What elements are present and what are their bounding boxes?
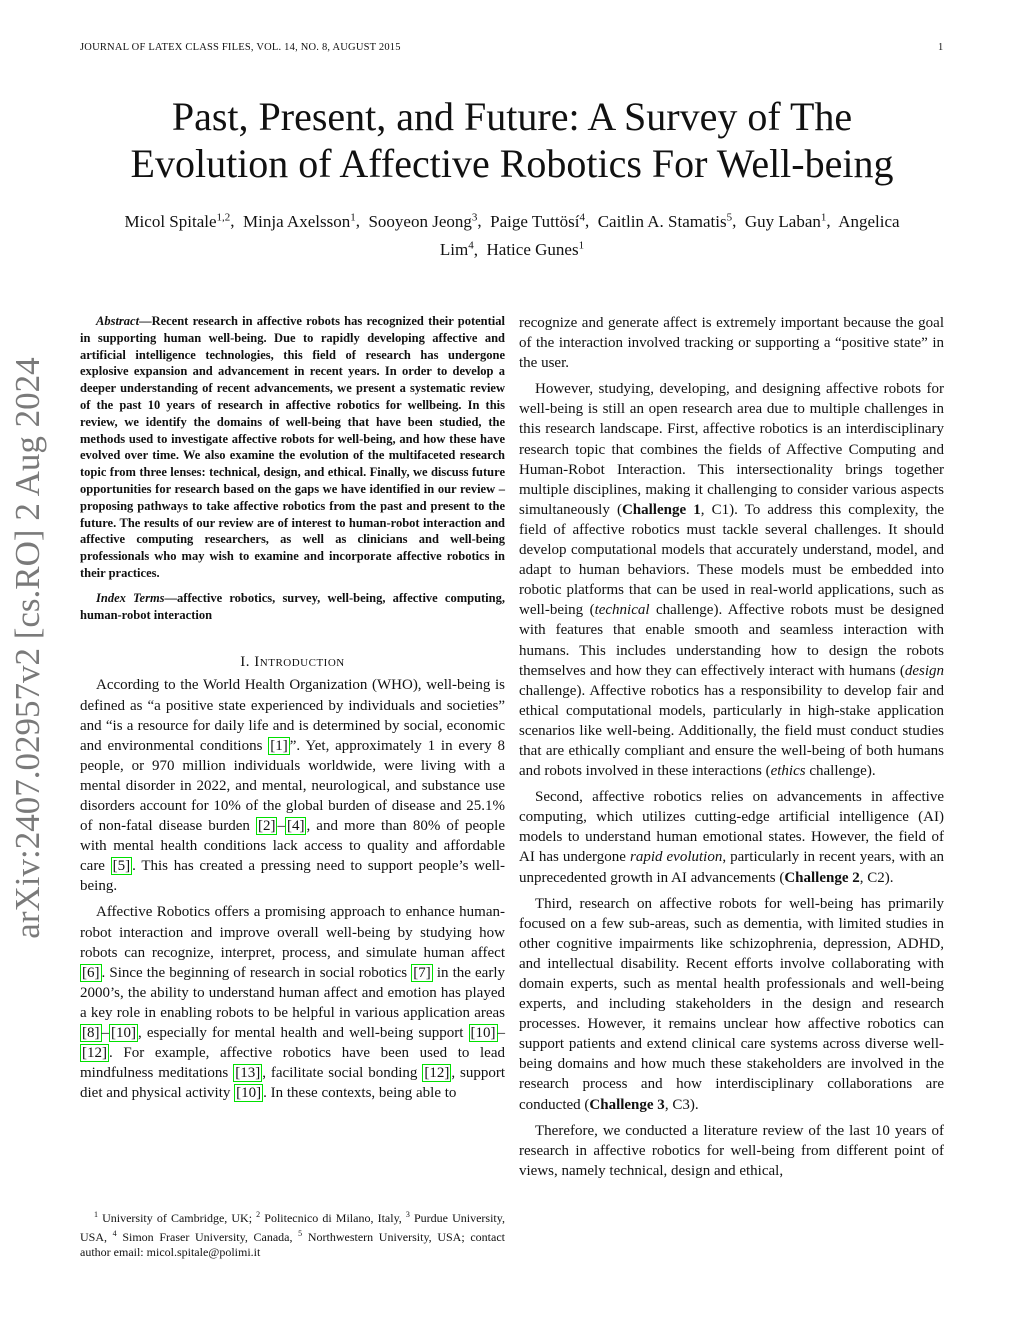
index-terms-text: —affective robotics, survey, well-being, affective computing, human-robot interaction xyxy=(80,590,505,622)
citation-link[interactable]: [7] xyxy=(413,964,431,981)
section-heading: I. Introduction xyxy=(240,654,345,671)
abstract xyxy=(80,313,505,582)
page-number: 1 xyxy=(938,42,944,53)
citation-link[interactable]: [12] xyxy=(424,1065,450,1082)
title-line-2: Evolution of Affective Robotics For Well-being xyxy=(130,141,894,186)
abstract-label: Abstract xyxy=(96,314,140,328)
abstract-text: —Recent research in affective robots has recognized their potential in supporting human well-being. Due to rapidly developing affective and artificial intelligence technologies, this field of research has undergone explosive expansion and advancement in recent years. In order to develop a deeper understanding of recent advancements, we present a systematic review of the past 10 years of research in affective robotics for wellbeing. In this review, we identify the domains of well-being that have been studied, the methods used to investigate affective robots for well-being, and how these have evolved over time. We also examine the evolution of the multifaceted research topic from three lenses: technical, design, and ethical. Finally, we discuss future opportunities for research based on the gaps we have identified in our review – proposing pathways to take affective robotics from the past and present to the future. The results of our review are of interest to human-robot interaction and affective computing researchers, as well as clinicians and well-being professionals who may wish to examine and incorporate affective robotics in their practices. xyxy=(80,314,505,580)
author: Sooyeon Jeong$^3$ xyxy=(368,211,478,231)
citation-link[interactable]: [4] xyxy=(286,818,305,835)
author: Caitlin A. Stamatis$^5$ xyxy=(597,211,733,231)
author: Guy Laban$^1$ xyxy=(744,211,827,231)
citation-link[interactable]: [1] xyxy=(270,737,288,754)
citation-link[interactable]: [10] xyxy=(236,1085,262,1102)
affiliation-footnote: $^1$ University of Cambridge, UK; $^2$ Politecnico di Milano, Italy, $^3$ Purdue University, USA, $^4$ Simon Fraser University, Canada, $^5$ Northwestern University, USA; contact author email: micol.spitale@polimi.it xyxy=(80,1210,505,1260)
citation-link[interactable]: [13] xyxy=(235,1065,261,1082)
intro-paragraph-6: Therefore, we conducted a literature review of the last 10 years of research in affective robotics for well-being from different point of views, namely technical, design and ethical, xyxy=(519,1122,944,1179)
right-column xyxy=(519,313,944,1187)
paper-title xyxy=(60,93,964,187)
intro-paragraph-1: According to the World Health Organization (WHO), well-being is defined as “a positive state experienced by individuals and societies” and “is a resource for daily life and is determined by social, economic and environmental conditions [1] ”. Yet, approximately 1 in every 8 people, or 970 million individuals worldwide, were living with a mental disorder in 2022, and mental, neurological, and substance use disorders account for 10% of the global burden of disease and 25.1% of non-fatal disease burden [2] – [4] , and more than 80% of people with mental health conditions lack access to quality and affordable care [5] . This has created a pressing need to support people’s well-being. xyxy=(80,677,506,895)
intro-paragraph-3: However, studying, developing, and designing affective robots for well-being is still an open research area due to multiple challenges in this research landscape. First, affective robotics is an interdisciplinary research topic that combines the fields of Affective Computing and Human-Robot Interaction. This intersectionality brings together multiple disciplines, making it challenging to consider various aspects simultaneously (Challenge 1, C1). To address this complexity, the field of affective robotics must tackle several challenges. It should develop computational models that accurately understand, model, and adapt to human behaviors. These models must be embedded into robotic platforms that can be used in real-world applications, such as well-being (technical challenge). Affective robots must be designed with features that enable smooth and seamless interaction with humans. This includes understanding how to design the robots themselves and how they can effectively interact with humans (design challenge). Affective robotics has a responsibility to develop fair and ethical computational models, particularly in high-stake application scenarios like well-being. Additionally, the field must conduct studies that are ethically compliant and ensure the well-being of both humans and robots involved in these interactions (ethics challenge). xyxy=(519,381,945,780)
intro-paragraph-continued: recognize and generate affect is extremely important because the goal of the interaction involved tracking or supporting a “positive state” in the user. xyxy=(519,315,944,372)
citation-link[interactable]: [10] xyxy=(111,1025,136,1042)
intro-paragraph-2: Affective Robotics offers a promising approach to enhance human-robot interaction and improve overall well-being by studying how robots can recognize, interpret, process, and simulate human affect [6] . Since the beginning of research in social robotics [7] in the early 2000’s, the ability to understand human affect and emotion has played a key role in enabling robots to be helpful in various application areas [8] – [10] , especially for mental health and well-being support [10] –[12] . For example, affective robotics have been used to lead mindfulness meditations [13] , facilitate social bonding [12] , support diet and physical activity [10] . In these contexts, being able to xyxy=(80,904,506,1102)
index-terms-label: Index Terms xyxy=(96,590,165,605)
citation-link[interactable]: [12] xyxy=(82,1045,107,1062)
citation-link[interactable]: [2] xyxy=(257,818,276,835)
author-list: Micol Spitale$^{1,2}$, Minja Axelsson$^1$, Sooyeon Jeong$^3$, Paige Tuttösí$^4$, Caitlin A. Stamatis$^5$, Guy Laban$^1$, Angelica Lim$^4$, Hatice Gunes$^1$ xyxy=(124,211,900,260)
arxiv-stamp: arXiv:2407.02957v2 [cs.RO] 2 Aug 2024 xyxy=(8,357,47,939)
title-line-1: Past, Present, and Future: A Survey of The xyxy=(171,94,853,139)
citation-link[interactable]: [5] xyxy=(112,858,131,875)
citation-link[interactable]: [10] xyxy=(470,1025,496,1042)
intro-paragraph-4: Second, affective robotics relies on advancements in affective computing, which utilizes cutting-edge artificial intelligence (AI) models to understand human emotional states. However, the field of AI has undergone rapid evolution, particularly in recent years, with an unprecedented growth in AI advancements (Challenge 2, C2). xyxy=(519,789,944,886)
author: Paige Tuttösí$^4$ xyxy=(490,211,585,231)
intro-paragraph-5: Third, research on affective robots for well-being has primarily focused on a few sub-areas, such as dementia, with limited studies in other cognitive impairments like schizophrenia, depression, ADHD, and intellectual disability. Recent efforts involve collaborating with domain experts, such as mental health professionals and well-being experts, and including stakeholders in the design and research processes. However, it remains unclear how affective robotics can support patients and extend clinical care systems across diverse well-being domains and how much these stakeholders are involved in the research process and how interdisciplinary collaborations are conducted (Challenge 3, C3). xyxy=(519,895,944,1113)
left-column xyxy=(80,313,505,1109)
author: Angelica Lim$^4$ xyxy=(439,211,900,260)
running-head: JOURNAL OF LATEX CLASS FILES, VOL. 14, NO. 8, AUGUST 2015 xyxy=(80,42,401,53)
author: Minja Axelsson$^1$ xyxy=(243,211,356,231)
author: Hatice Gunes$^1$ xyxy=(486,239,585,260)
author: Micol Spitale$^{1,2}$ xyxy=(124,211,231,231)
citation-link[interactable]: [6] xyxy=(82,964,100,981)
citation-link[interactable]: [8] xyxy=(82,1025,100,1042)
index-terms xyxy=(80,590,505,624)
